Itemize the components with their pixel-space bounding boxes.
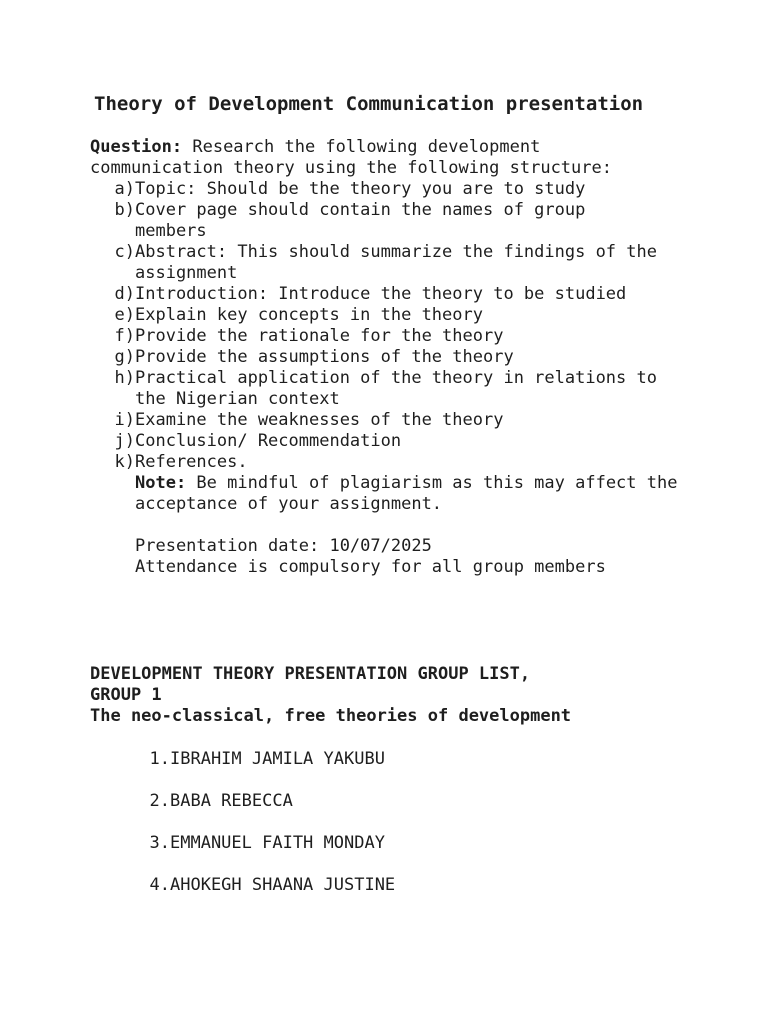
list-item bbox=[90, 875, 710, 917]
member-name: BABA REBECCA bbox=[170, 791, 293, 811]
list-item-text: Introduction: Introduce the theory to be studied bbox=[135, 284, 627, 304]
question-line-1 bbox=[90, 137, 690, 158]
group-list-header bbox=[90, 664, 710, 727]
list-item bbox=[90, 347, 690, 368]
member-name: IBRAHIM JAMILA YAKUBU bbox=[170, 749, 385, 769]
list-item-text: References. bbox=[135, 452, 248, 472]
list-marker: a) bbox=[114, 179, 135, 199]
list-item-text: Provide the assumptions of the theory bbox=[135, 347, 514, 367]
document-title: Theory of Development Communication presentation bbox=[94, 93, 644, 115]
list-item bbox=[90, 749, 710, 791]
list-item-text: Provide the rationale for the theory bbox=[135, 326, 504, 346]
member-number: 3. bbox=[149, 833, 170, 853]
list-item bbox=[90, 791, 710, 833]
list-marker: b) bbox=[114, 200, 135, 220]
member-number: 2. bbox=[149, 791, 170, 811]
list-marker: d) bbox=[114, 284, 135, 304]
list-item-text: Conclusion/ Recommendation bbox=[135, 431, 402, 451]
list-item bbox=[90, 410, 690, 431]
list-item bbox=[90, 200, 690, 242]
list-item bbox=[90, 833, 710, 875]
list-marker: j) bbox=[114, 431, 135, 451]
structure-list bbox=[90, 179, 690, 473]
list-marker: e) bbox=[114, 305, 135, 325]
member-list bbox=[90, 749, 710, 917]
list-item-text: Cover page should contain the names of group members bbox=[135, 200, 586, 241]
note-text: Be mindful of plagiarism as this may affect the acceptance of your assignment. bbox=[135, 473, 678, 514]
list-item bbox=[90, 305, 690, 326]
list-marker: c) bbox=[114, 242, 135, 262]
list-item-text: Explain key concepts in the theory bbox=[135, 305, 483, 325]
member-number: 4. bbox=[149, 875, 170, 895]
group-list-heading: DEVELOPMENT THEORY PRESENTATION GROUP LIST, bbox=[90, 664, 531, 684]
list-item-text: Practical application of the theory in relations to the Nigerian context bbox=[135, 368, 657, 409]
list-item bbox=[90, 242, 690, 284]
list-item bbox=[90, 368, 690, 410]
presentation-date: Presentation date: 10/07/2025 bbox=[135, 536, 432, 556]
list-marker: k) bbox=[114, 452, 135, 472]
list-item-text: Abstract: This should summarize the findings of the assignment bbox=[135, 242, 657, 283]
question-line-2: communication theory using the following structure: bbox=[90, 158, 612, 178]
list-item-text: Topic: Should be the theory you are to study bbox=[135, 179, 586, 199]
attendance-note: Attendance is compulsory for all group members bbox=[135, 557, 606, 577]
group-number: GROUP 1 bbox=[90, 685, 162, 705]
list-item-text: Examine the weaknesses of the theory bbox=[135, 410, 504, 430]
list-item bbox=[90, 452, 690, 473]
list-item bbox=[90, 431, 690, 452]
list-marker: h) bbox=[114, 368, 135, 388]
list-marker: g) bbox=[114, 347, 135, 367]
list-marker: f) bbox=[114, 326, 135, 346]
note-label: Note: bbox=[135, 473, 187, 493]
list-item bbox=[90, 326, 690, 347]
list-item bbox=[90, 284, 690, 305]
list-item bbox=[90, 179, 690, 200]
assignment-section bbox=[90, 137, 690, 578]
member-name: AHOKEGH SHAANA JUSTINE bbox=[170, 875, 396, 895]
question-label: Question: bbox=[90, 137, 183, 157]
member-number: 1. bbox=[149, 749, 170, 769]
question-text: Research the following development bbox=[182, 137, 541, 157]
list-marker: i) bbox=[114, 410, 135, 430]
member-name: EMMANUEL FAITH MONDAY bbox=[170, 833, 385, 853]
note bbox=[90, 473, 690, 515]
group-theory: The neo-classical, free theories of development bbox=[90, 706, 572, 726]
